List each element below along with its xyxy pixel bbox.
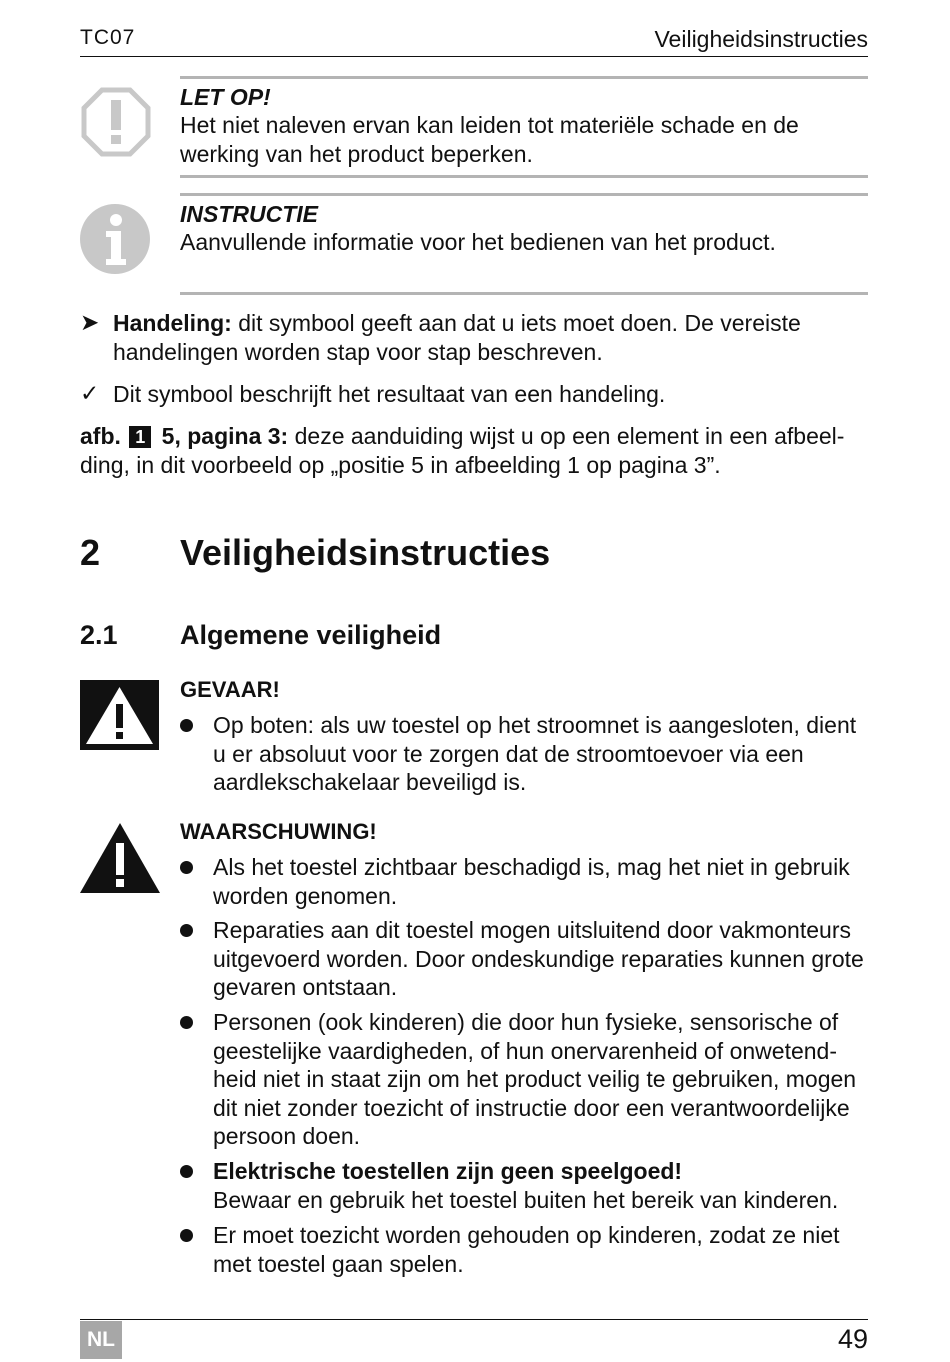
check-icon: ✓ xyxy=(80,380,100,406)
figure-number-badge: 1 xyxy=(129,426,151,448)
handling-text: dit symbool geeft aan dat u iets moet doen. De vereiste handelingen worden stap voor stap beschreven. xyxy=(113,310,801,365)
warning-item: Als het toestel zichtbaar beschadigd is, mag het niet in gebruik worden genomen. xyxy=(213,854,850,909)
warning-item: Reparaties aan dit toestel mogen uitsluitend door vakmonteurs uitgevoerd worden. Door ondeskundige reparaties kunnen grote gevaren ontstaan. xyxy=(213,917,864,1000)
page-number: 49 xyxy=(837,1324,868,1354)
bullet-dot xyxy=(180,924,193,937)
section-number: 2 xyxy=(80,532,101,573)
note-title-caution: LET OP! xyxy=(180,84,271,110)
figure-ref-text: deze aanduiding wijst u op een element in een afbeel-ding, in dit voorbeeld op „positie 5 in afbeelding 1 op pagina 3”. xyxy=(80,423,845,478)
figure-ref-suffix: 5, pagina 3: xyxy=(155,423,289,449)
danger-item: Op boten: als uw toestel op het stroomnet is aangesloten, dient u er absoluut voor te zorgen dat de stroomtoevoer via een aardlekschakelaar beveiligd is. xyxy=(213,712,857,795)
note-text-caution: Het niet naleven ervan kan leiden tot materiële schade en de werking van het product beperken. xyxy=(180,112,799,167)
warning-triangle-icon xyxy=(80,823,160,893)
warning-item xyxy=(213,1157,868,1214)
subsection-number: 2.1 xyxy=(80,620,118,650)
language-tab: NL xyxy=(80,1321,122,1359)
running-header: Veiligheidsinstructies xyxy=(654,26,868,52)
warning-item-bold: Elektrische toestellen zijn geen speelgoed! xyxy=(213,1158,683,1184)
note-title-instruction: INSTRUCTIE xyxy=(180,201,318,227)
note-bottom-rule xyxy=(180,175,868,178)
result-paragraph: Dit symbool beschrijft het resultaat van een handeling. xyxy=(113,381,666,407)
section-title: Veiligheidsinstructies xyxy=(180,532,551,573)
bullet-dot xyxy=(180,719,193,732)
bullet-dot xyxy=(180,861,193,874)
exclamation-octagon-icon xyxy=(80,86,152,158)
warning-item: Personen (ook kinderen) die door hun fysieke, sensorische of geestelijke vaardigheden, of hun onervarenheid of onwetend-heid niet in staat zijn om het product veilig te gebruiken, mogen dit niet zonder toezicht of instructie door een verantwoordelijke persoon doen. xyxy=(213,1009,857,1149)
danger-title: GEVAAR! xyxy=(180,677,280,702)
handling-label: Handeling: xyxy=(113,310,232,336)
model-name: TC07 xyxy=(80,26,136,49)
note-top-rule xyxy=(180,76,868,79)
bullet-dot xyxy=(180,1229,193,1242)
warning-triangle-box-icon xyxy=(80,680,159,750)
note-text-instruction: Aanvullende informatie voor het bedienen van het product. xyxy=(180,229,776,255)
warning-title: WAARSCHUWING! xyxy=(180,819,377,844)
warning-item-text: Bewaar en gebruik het toestel buiten het bereik van kinderen. xyxy=(213,1186,839,1213)
handling-paragraph xyxy=(113,309,868,366)
note-top-rule xyxy=(180,193,868,196)
bullet-dot xyxy=(180,1016,193,1029)
subsection-title: Algemene veiligheid xyxy=(180,620,442,650)
arrow-icon: ➤ xyxy=(80,309,100,335)
note-bottom-rule xyxy=(180,292,868,295)
bullet-dot xyxy=(180,1165,193,1178)
figure-reference-paragraph xyxy=(80,422,868,479)
header-rule xyxy=(80,56,868,57)
warning-item: Er moet toezicht worden gehouden op kinderen, zodat ze niet met toestel gaan spelen. xyxy=(213,1222,840,1277)
footer-rule xyxy=(80,1319,868,1320)
info-circle-icon xyxy=(80,204,150,274)
figure-ref-prefix: afb. xyxy=(80,423,121,449)
